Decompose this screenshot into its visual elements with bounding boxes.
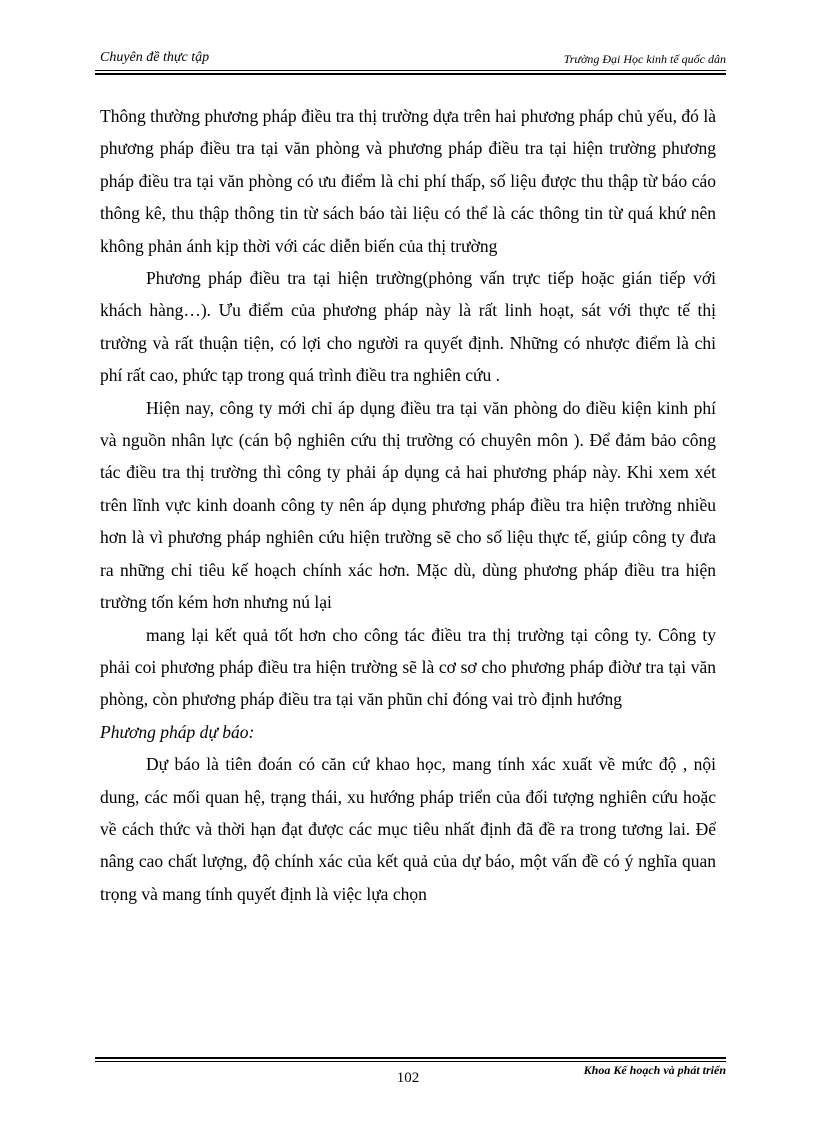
header-rule-thin (95, 70, 726, 71)
body-text (100, 100, 716, 910)
header-rule-thick (95, 73, 726, 75)
footer-department: Khoa Kế hoạch và phát triển (583, 1063, 726, 1077)
page-number: 102 (396, 1070, 420, 1086)
paragraph-4: mang lại kết quả tốt hơn cho công tác điều tra thị trường tại công ty. Công ty phải coi phương pháp điều tra hiện trường sẽ là cơ sơ cho phương pháp điờư tra tại văn phòng, còn phương pháp điều tra tại văn phũn chỉ đóng vai trò định hướng (100, 624, 716, 710)
paragraph-5: Dự báo là tiên đoán có căn cứ khao học, mang tính xác xuất về mức độ , nội dung, các mối quan hệ, trạng thái, xu hướng pháp triển của đối tượng nghiên cứu hoặc về cách thức và thời hạn đạt được các mục tiêu nhất định đã đề ra trong tương lai. Để nâng cao chất lượng, độ chính xác của kết quả của dự báo, một vấn đề có ý nghĩa quan trọng và mang tính quyết định là việc lựa chọn (100, 754, 716, 904)
header-left-title: Chuyên đề thực tập (100, 50, 210, 65)
paragraph-2: Phương pháp điều tra tại hiện trường(phỏng vấn trực tiếp hoặc gián tiếp với khách hàng…). Ưu điểm của phương pháp này là rất linh hoạt, sát với thực tế thị trường và rất thuận tiện, có lợi cho người ra quyết định. Những có nhược điểm là chi phí rất cao, phức tạp trong quá trình điều tra nghiên cứu . (100, 268, 716, 386)
header-right-title: Trường Đại Học kinh tế quốc dân (563, 52, 726, 66)
paragraph-1: Thông thường phương pháp điều tra thị trường dựa trên hai phương pháp chủ yếu, đó là phương pháp điều tra tại văn phòng và phương pháp điều tra tại hiện trường phương pháp điều tra tại văn phòng có ưu điểm là chi phí thấp, số liệu được thu thập từ báo cáo thông kê, thu thập thông tin từ sách báo tài liệu có thể là các thông tin từ quá khứ nên không phản ánh kịp thời với các diễn biến của thị trường (100, 106, 716, 256)
section-subheading: Phương pháp dự báo: (100, 721, 255, 742)
footer-rule-thin (95, 1061, 726, 1062)
footer-rule-thick (95, 1057, 726, 1059)
paragraph-3: Hiện nay, công ty mới chỉ áp dụng điều tra tại văn phòng do điều kiện kinh phí và nguồn nhân lực (cán bộ nghiên cứu thị trường có chuyên môn ). Để đảm bảo công tác điều tra thị trường thì công ty phải áp dụng cả hai phương pháp này. Khi xem xét trên lĩnh vực kinh doanh công ty nên áp dụng phương pháp điều tra hiện trường nhiều hơn là vì phương pháp nghiên cứu hiện trường sẽ cho số liệu thực tế, giúp công ty đưa ra những chỉ tiêu kế hoạch chính xác hơn. Mặc dù, dùng phương pháp điều tra hiện trường tốn kém hơn nhưng nú lại (100, 397, 716, 613)
